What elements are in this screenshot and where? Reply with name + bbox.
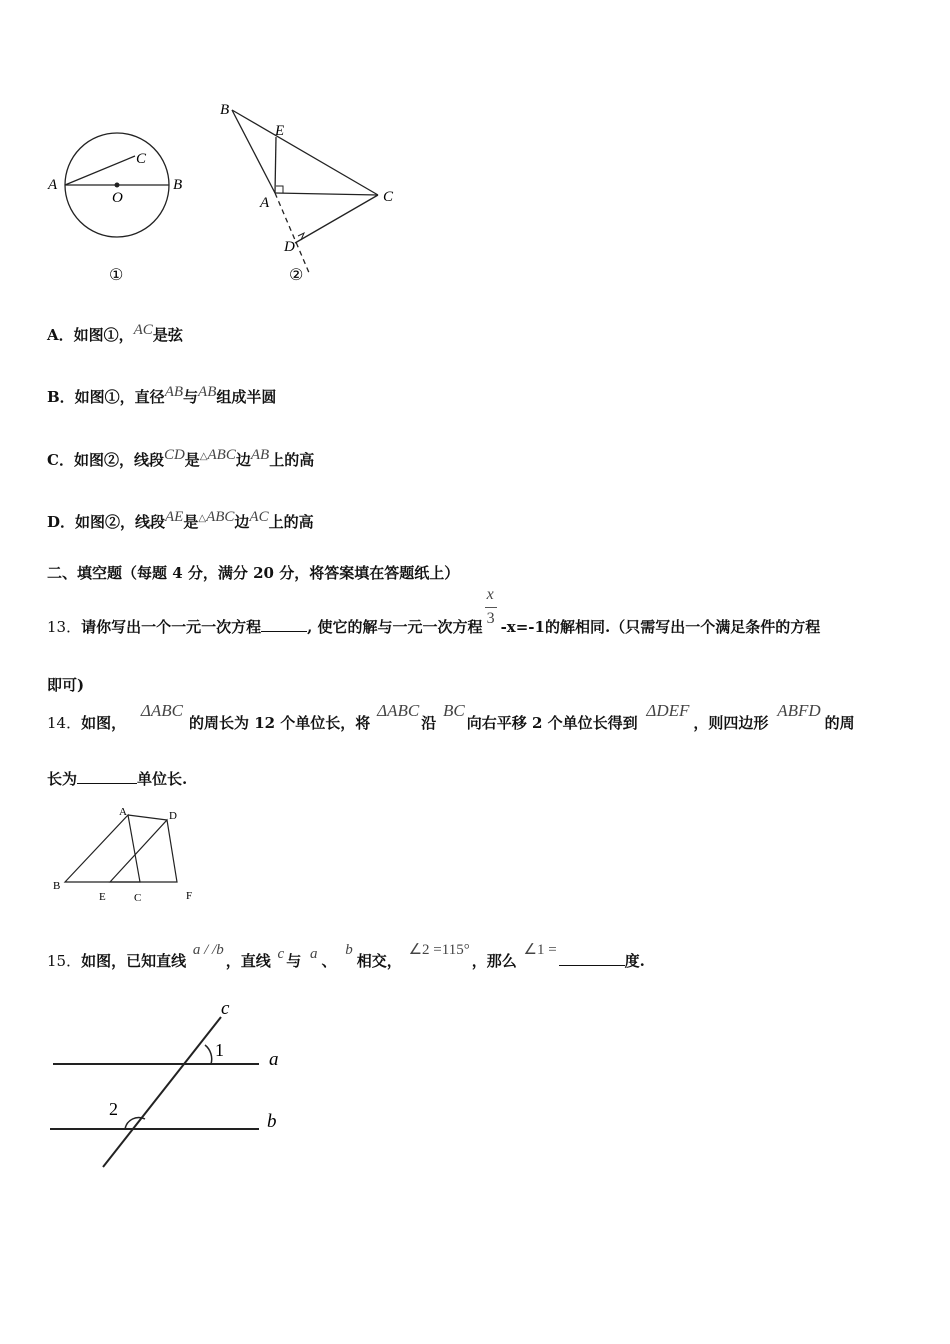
label-A: A	[119, 806, 127, 818]
question-14: 14．如图， ΔABC的周长为 12 个单位长，将 ΔABC沿 BC向右平移 2 个单位长得到 ΔDEF，则四边形 ABFD的周	[47, 701, 855, 732]
label-D: D	[169, 810, 177, 822]
question-13: 13．请你写出一个一元一次方程 , 使它的解与一元一次方程 $\frac{x}{3}$ -x=-1的解相同.（只需写出一个满足条件的方程	[47, 586, 821, 636]
label-2: 2	[109, 1099, 118, 1119]
label-C: C	[383, 189, 394, 205]
answer-blank-13[interactable]	[261, 617, 307, 632]
label-B: B	[53, 880, 61, 892]
label-F: F	[186, 890, 193, 902]
triangle-ABC	[65, 815, 140, 882]
option-B: B．如图①，直径AB与AB组成半圆	[47, 384, 277, 406]
question-15: 15．如图，已知直线 a / /b，直线 c 与 a 、 b相交， ∠2 =115°，那么 ∠1 =度.	[47, 942, 645, 970]
figure-triangle	[210, 95, 410, 290]
answer-blank-15[interactable]	[559, 951, 625, 966]
chord-AC	[65, 156, 135, 185]
question-14-cont: 长为 单位长.	[47, 770, 188, 788]
segment-AD	[128, 815, 167, 820]
segment-EA	[275, 137, 276, 193]
figure-translation	[45, 800, 205, 910]
label-A: A	[260, 195, 270, 211]
fraction-x-over-3: $\frac{x}{3}$	[486, 586, 495, 627]
label-a: a	[269, 1049, 279, 1070]
label-B: B	[220, 102, 230, 118]
caption-2: ②	[289, 267, 304, 284]
label-C: C	[136, 151, 147, 167]
option-A: A．如图①，AC是弦	[47, 322, 183, 344]
triangle-DEF	[110, 820, 177, 882]
figure-circle	[40, 120, 210, 290]
section-heading: 二、填空题（每题 4 分，满分 20 分，将答案填在答题纸上）	[47, 564, 460, 582]
side-AC	[275, 193, 378, 195]
caption-1: ①	[109, 267, 124, 284]
extension-dashed	[275, 193, 310, 275]
label-B: B	[173, 177, 183, 193]
label-C: C	[134, 892, 142, 904]
label-b: b	[267, 1111, 277, 1132]
label-E: E	[99, 891, 106, 903]
label-O: O	[112, 190, 123, 206]
label-1: 1	[215, 1040, 224, 1060]
label-A: A	[48, 177, 58, 193]
option-C: C．如图②，线段CD是△ABC边AB上的高	[47, 447, 315, 469]
option-D: D．如图②，线段AE是△ABC边AC上的高	[47, 509, 314, 531]
figure-parallel-lines	[45, 995, 295, 1175]
angle-1-arc	[205, 1045, 212, 1064]
right-angle-A	[276, 186, 283, 193]
line-c	[103, 1017, 221, 1167]
answer-blank-14[interactable]	[77, 769, 137, 784]
center-point	[115, 183, 120, 188]
label-c: c	[221, 998, 230, 1019]
segment-CD	[295, 195, 378, 243]
question-13-cont: 即可)	[47, 676, 85, 694]
label-E: E	[275, 123, 285, 139]
label-D: D	[284, 239, 295, 255]
